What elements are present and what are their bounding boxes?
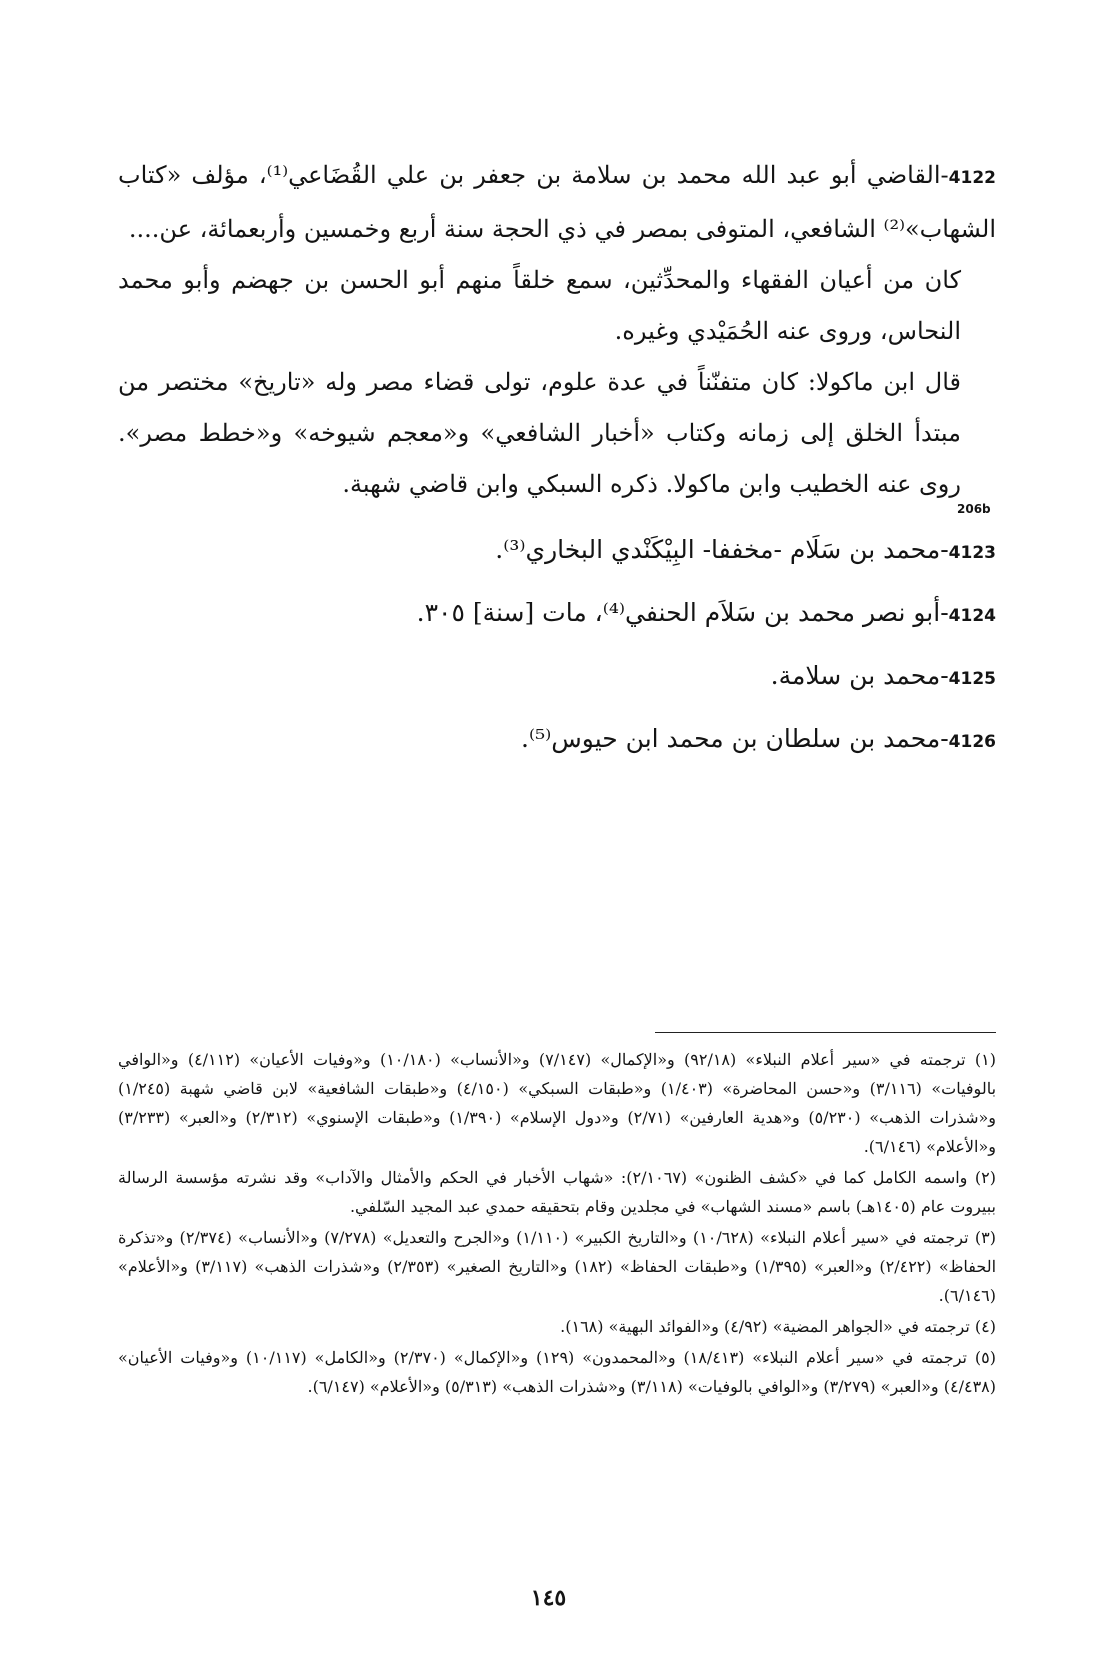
entry-4124 — [118, 593, 996, 636]
footnote: (٥) ترجمته في «سير أعلام النبلاء» (١٨/٤١٣) و«المحمدون» (١٢٩) و«الإكمال» (٢/٣٧٠) و«الكامل» (١٠/١١٧) و«وفيات الأعيان» (٤/٤٣٨) و«العبر» (٣/٢٧٩) و«الوافي بالوفيات» (٣/١١٨) و«شذرات الذهب» (٥/٣١٣) و«الأعلام» (٦/١٤٧). — [118, 1348, 996, 1396]
entry-number: 4122 — [948, 168, 996, 188]
entry-text: -القاضي أبو عبد الله محمد بن سلامة بن جعفر بن علي القُضَاعي⁽¹⁾، مؤلف «كتاب الشهاب»⁽²⁾ الشافعي، المتوفى بمصر في ذي الحجة سنة أربع وخمسين وأربعمائة، عن.... — [118, 161, 996, 243]
footnote: (١) ترجمته في «سير أعلام النبلاء» (٩٢/١٨) و«الإكمال» (٧/١٤٧) و«الأنساب» (١٠/١٨٠) و«وفيات الأعيان» (٤/١١٢) و«الوافي بالوفيات» (٣/١١٦) و«حسن المحاضرة» (١/٤٠٣) و«طبقات السبكي» (٤/١٥٠) و«طبقات الشافعية» لابن قاضي شهبة (١/٢٤٥) و«شذرات الذهب» (٥/٢٣٠) و«هدية العارفين» (٢/٧١) و«دول الإسلام» (١/٣٩٠) و«طبقات الإسنوي» (٢/٣١٢) و«العبر» (٣/٢٣٣) و«الأعلام» (٦/١٤٦). — [118, 1050, 997, 1156]
footnote-divider — [655, 1032, 996, 1033]
entry-number: 4125 — [948, 669, 996, 689]
entry-number: 4126 — [948, 732, 996, 752]
entry-text: -محمد بن سَلَام -مخففا- البِيْكَنْدي البخاري⁽³⁾. — [495, 535, 949, 564]
page-number: ١٤٥ — [530, 1585, 567, 1611]
entry-4126 — [118, 719, 996, 762]
entry-4125 — [118, 656, 996, 699]
entry-text: -أبو نصر محمد بن سَلاَم الحنفي⁽⁴⁾، مات [سنة] ٣٠٥. — [416, 598, 949, 627]
entry-4123 — [118, 530, 996, 573]
entry-text: -محمد بن سلطان بن محمد ابن حيوس⁽⁵⁾. — [521, 724, 949, 753]
entry-number: 4123 — [948, 543, 996, 563]
footnote: (٤) ترجمته في «الجواهر المضية» (٤/٩٢) و«الفوائد البهية» (١٦٨). — [560, 1317, 996, 1336]
footnote: (٣) ترجمته في «سير أعلام النبلاء» (١٠/٦٢٨) و«التاريخ الكبير» (١/١١٠) و«الجرح والتعديل» (٧/٢٧٨) و«الأنساب» (٢/٣٧٤) و«تذكرة الحفاظ» (٢/٤٢٢) و«العبر» (١/٣٩٥) و«طبقات الحفاظ» (١٨٢) و«التاريخ الصغير» (٢/٣٥٣) و«شذرات الذهب» (٣/١١٧) و«الأعلام» (٦/١٤٦). — [118, 1228, 997, 1305]
short-entries — [118, 530, 996, 782]
entry-number: 4124 — [948, 606, 996, 626]
entry-text: -محمد بن سلامة. — [770, 661, 949, 690]
margin-marker: 206b — [957, 502, 991, 516]
entry-paragraph: قال ابن ماكولا: كان متفنّناً في عدة علوم، تولى قضاء مصر وله «تاريخ» مختصر من مبتدأ الخلق إلى زمانه وكتاب «أخبار الشافعي» و«معجم شيوخه» و«خطط مصر». روى عنه الخطيب وابن ماكولا. ذكره السبكي وابن قاضي شهبة. — [118, 368, 961, 498]
footnote: (٢) واسمه الكامل كما في «كشف الظنون» (٢/١٠٦٧): «شهاب الأخبار في الحكم والأمثال والآداب» وقد نشرته مؤسسة الرسالة ببيروت عام (١٤٠٥هـ) باسم «مسند الشهاب» في مجلدين وقام بتحقيقه حمدي عبد المجيد السّلفي. — [118, 1168, 996, 1216]
entry-heading — [118, 150, 996, 255]
entry-paragraph: كان من أعيان الفقهاء والمحدِّثين، سمع خلقاً منهم أبو الحسن بن جهضم وأبو محمد النحاس، وروى عنه الحُمَيْدي وغيره. — [118, 266, 961, 345]
footnotes — [118, 1045, 996, 1403]
entry-4122 — [118, 150, 996, 510]
